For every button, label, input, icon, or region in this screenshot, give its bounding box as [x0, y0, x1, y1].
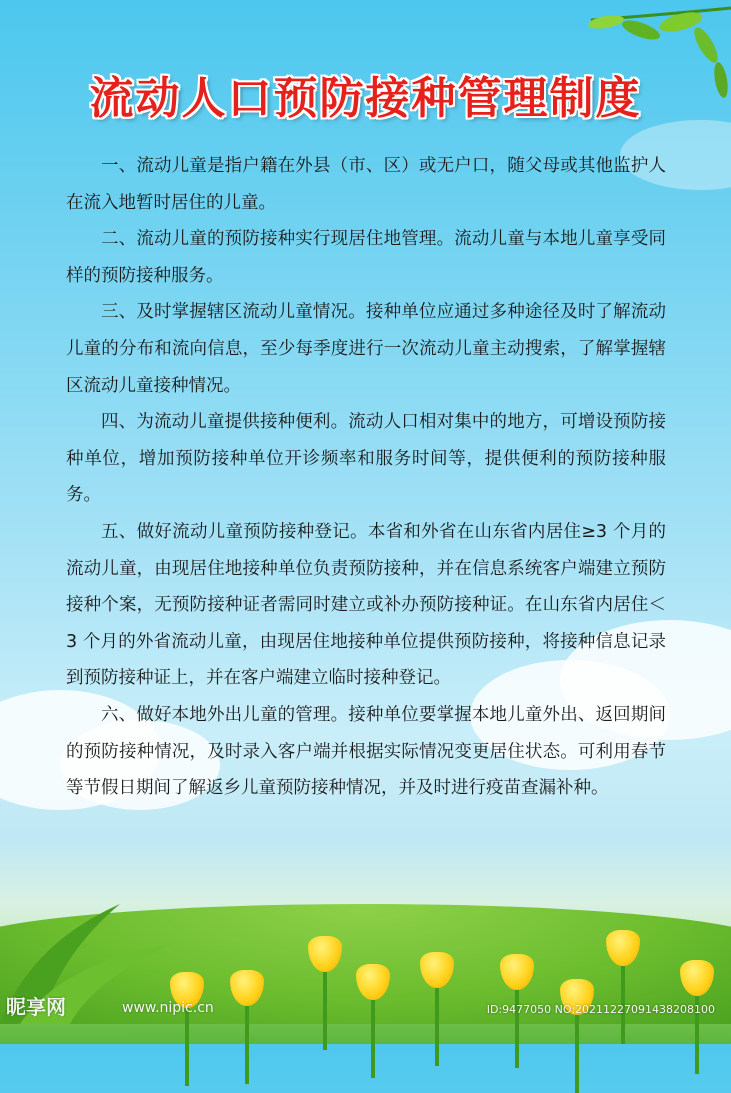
regulation-paragraph-1: 一、流动儿童是指户籍在外县（市、区）或无户口，随父母或其他监护人在流入地暂时居住的儿童。 [66, 156, 666, 213]
tulip-decoration [308, 932, 342, 972]
tulip-decoration [356, 960, 390, 1000]
page-title: 流动人口预防接种管理制度 [89, 73, 642, 124]
regulation-paragraph-2: 二、流动儿童的预防接种实行现居住地管理。流动儿童与本地儿童享受同样的预防接种服务。 [66, 229, 666, 286]
watermark-url: www.nipic.cn [122, 1000, 214, 1016]
watermark-id: ID:9477050 NO:20211227091438208100 [486, 1003, 715, 1016]
regulation-paragraph-4: 四、为流动儿童提供接种便利。流动人口相对集中的地方，可增设预防接种单位，增加预防接种单位开诊频率和服务时间等，提供便利的预防接种服务。 [66, 412, 666, 506]
tulip-decoration [230, 966, 264, 1006]
tulip-decoration [500, 950, 534, 990]
watermark-logo: 昵享网 [6, 995, 66, 1019]
tulip-decoration [420, 948, 454, 988]
tulip-decoration [680, 956, 714, 996]
regulation-body [66, 148, 666, 807]
regulation-paragraph-6: 六、做好本地外出儿童的管理。接种单位要掌握本地儿童外出、返回期间的预防接种情况，及时录入客户端并根据实际情况变更居住状态。可利用春节等节假日期间了解返乡儿童预防接种情况，并及时进行疫苗查漏补种。 [66, 704, 666, 799]
regulation-paragraph-3: 三、及时掌握辖区流动儿童情况。接种单位应通过多种途径及时了解流动儿童的分布和流向信息，至少每季度进行一次流动儿童主动搜索，了解掌握辖区流动儿童接种情况。 [66, 302, 666, 396]
regulation-paragraph-5: 五、做好流动儿童预防接种登记。本省和外省在山东省内居住≥3 个月的流动儿童，由现居住地接种单位负责预防接种，并在信息系统客户端建立预防接种个案，无预防接种证者需同时建立或补办预防接种证。在山东省内居住＜3 个月的外省流动儿童，由现居住地接种单位提供预防接种，将接种信息记录到预防接种证上，并在客户端建立临时接种登记。 [66, 521, 666, 689]
tulip-decoration [606, 926, 640, 966]
